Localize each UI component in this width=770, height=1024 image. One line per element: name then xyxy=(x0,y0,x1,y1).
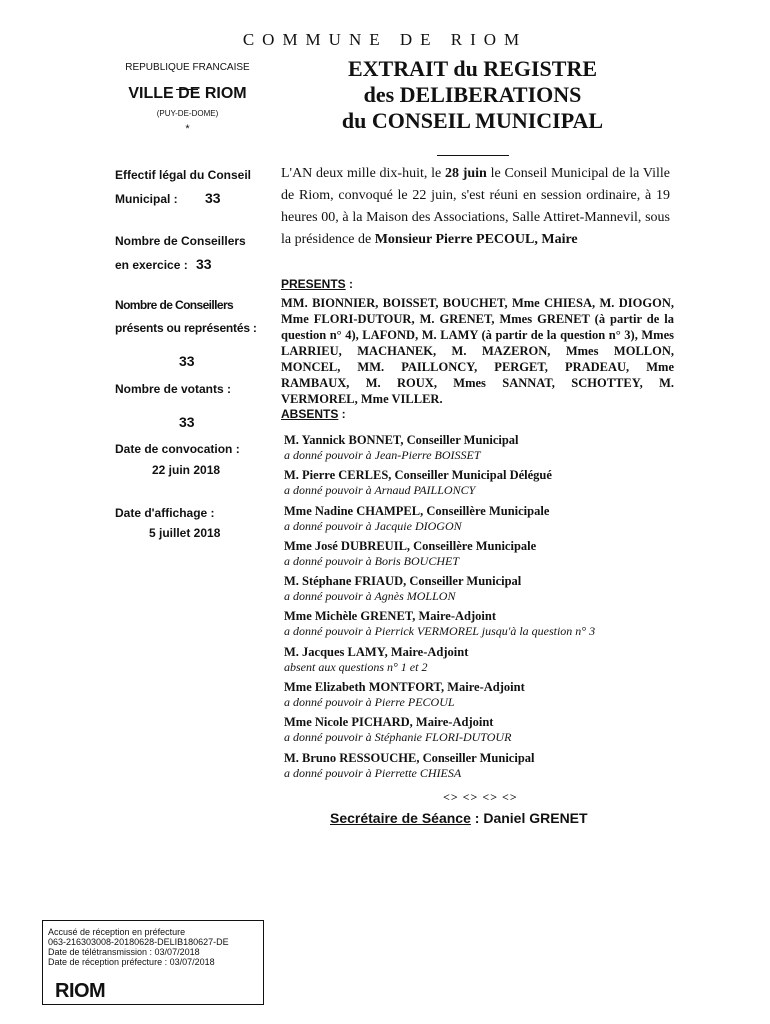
intro-paragraph xyxy=(281,163,670,251)
star-ornament: * xyxy=(185,123,190,135)
republique-label: REPUBLIQUE FRANCAISE xyxy=(125,62,250,73)
section-separator: <> <> <> <> xyxy=(443,790,518,804)
convocation-label: Date de convocation : xyxy=(115,442,240,456)
list-item xyxy=(284,750,674,785)
departement-label: (PUY-DE-DOME) xyxy=(156,109,219,118)
receipt-line-4: Date de réception préfecture : 03/07/2018 xyxy=(48,957,215,967)
absent-note: a donné pouvoir à Pierre PECOUL xyxy=(284,695,455,710)
title-divider xyxy=(437,155,509,156)
title-line-3: du CONSEIL MUNICIPAL xyxy=(341,108,604,133)
intro-date: 28 juin xyxy=(444,166,487,181)
affichage-value: 5 juillet 2018 xyxy=(149,526,221,540)
votants-value: 33 xyxy=(179,414,195,430)
absent-note: a donné pouvoir à Boris BOUCHET xyxy=(284,553,459,568)
presents-heading-text: PRESENTS xyxy=(281,277,346,291)
receipt-line-1: Accusé de réception en préfecture xyxy=(48,927,186,937)
presents-heading-colon: : xyxy=(345,277,354,291)
absent-note: a donné pouvoir à Jacquie DIOGON xyxy=(284,518,462,533)
list-item xyxy=(284,644,674,679)
list-item xyxy=(284,608,674,643)
riom-logo: RIOM xyxy=(55,980,106,1002)
absent-note: a donné pouvoir à Pierrette CHIESA xyxy=(284,765,462,780)
document-title xyxy=(300,56,645,134)
title-line-2: des DELIBERATIONS xyxy=(363,82,582,107)
absent-name: Mme José DUBREUIL, Conseillère Municipale xyxy=(284,538,537,553)
absent-note: a donné pouvoir à Agnès MOLLON xyxy=(284,589,456,604)
secretaire-colon: : xyxy=(470,810,484,826)
presents-value: 33 xyxy=(179,353,195,369)
presents-list: MM. BIONNIER, BOISSET, BOUCHET, Mme CHIESA, M. DIOGON, Mme FLORI-DUTOUR, M. GRENET, Mmes GRENET (à partir de la question n° 4), LAFOND, M. LAMY (à partir de la question n° 3), Mmes LARRIEU, MACHANEK, M. MAZERON, Mmes MOLLON, MONCEL, MM. PAILLONCY, PERGET, PRADEAU, Mme RAMBAUX, M. ROUX, Mmes SANNAT, SCHOTTEY, M. VERMOREL, Mme VILLER. xyxy=(281,296,674,406)
effectif-label-2: Municipal : xyxy=(115,192,178,206)
absent-name: M. Yannick BONNET, Conseiller Municipal xyxy=(284,433,519,447)
absents-heading-text: ABSENTS xyxy=(281,407,339,421)
absent-name: Mme Elizabeth MONTFORT, Maire-Adjoint xyxy=(284,680,525,695)
ville-block xyxy=(110,62,265,135)
receipt-line-3: Date de télétransmission : 03/07/2018 xyxy=(48,947,200,957)
divider xyxy=(176,89,198,90)
secretaire-line xyxy=(330,810,588,826)
absent-name: M. Stéphane FRIAUD, Conseiller Municipal xyxy=(284,574,522,589)
presents-heading xyxy=(281,277,353,291)
effectif-value: 33 xyxy=(205,190,221,206)
intro-part-1: L'AN deux mille dix-huit, le xyxy=(281,166,445,181)
list-item xyxy=(284,714,674,749)
absent-name: Mme Nadine CHAMPEL, Conseillère Municipale xyxy=(284,503,550,518)
absent-name: M. Jacques LAMY, Maire-Adjoint xyxy=(284,644,469,659)
absent-note: a donné pouvoir à Arnaud PAILLONCY xyxy=(284,483,476,498)
absent-note: absent aux questions n° 1 et 2 xyxy=(284,659,428,674)
presents-label-2: présents ou représentés : xyxy=(115,321,257,335)
list-item xyxy=(284,467,674,502)
secretaire-name: Daniel GRENET xyxy=(483,810,588,826)
ville-title: VILLE DE RIOM xyxy=(128,85,247,102)
absent-name: Mme Nicole PICHARD, Maire-Adjoint xyxy=(284,715,494,730)
exercice-label-2: en exercice : xyxy=(115,258,188,272)
receipt-stamp xyxy=(42,920,264,1005)
absents-heading-colon: : xyxy=(338,407,346,421)
effectif-label-1: Effectif légal du Conseil xyxy=(115,168,252,182)
list-item xyxy=(284,538,674,573)
absents-heading xyxy=(281,407,346,421)
affichage-label: Date d'affichage : xyxy=(115,506,215,520)
absent-name: M. Bruno RESSOUCHE, Conseiller Municipal xyxy=(284,750,535,765)
absent-name: M. Pierre CERLES, Conseiller Municipal Délégué xyxy=(284,468,552,483)
exercice-value: 33 xyxy=(196,256,212,272)
intro-president: Monsieur Pierre PECOUL, Maire xyxy=(374,232,578,247)
receipt-line-2: 063-216303008-20180628-DELIB180627-DE xyxy=(48,937,229,947)
list-item xyxy=(284,679,674,714)
secretaire-label: Secrétaire de Séance xyxy=(330,810,471,826)
votants-label: Nombre de votants : xyxy=(115,382,232,396)
list-item xyxy=(284,503,674,538)
title-line-1: EXTRAIT du REGISTRE xyxy=(347,56,598,81)
list-item xyxy=(284,573,674,608)
presents-label-1: Nombre de Conseillers xyxy=(115,298,234,312)
commune-header: COMMUNE DE RIOM xyxy=(242,30,528,49)
convocation-value: 22 juin 2018 xyxy=(152,463,221,477)
absent-note: a donné pouvoir à Stéphanie FLORI-DUTOUR xyxy=(284,730,512,745)
absents-list xyxy=(284,432,674,785)
intro-part-2: le Conseil Municipal de la Ville de Riom, convoqué le 22 juin, s'est réuni en session ordinaire, à 19 heures 00, à la Maison des Associations, Salle Attiret-Mannevil, sous la présidence de xyxy=(281,166,670,247)
absent-note: a donné pouvoir à Jean-Pierre BOISSET xyxy=(284,448,481,462)
absent-note: a donné pouvoir à Pierrick VERMOREL jusqu'à la question n° 3 xyxy=(284,624,596,639)
list-item xyxy=(284,432,674,467)
exercice-label-1: Nombre de Conseillers xyxy=(115,234,246,248)
absent-name: Mme Michèle GRENET, Maire-Adjoint xyxy=(284,609,496,624)
